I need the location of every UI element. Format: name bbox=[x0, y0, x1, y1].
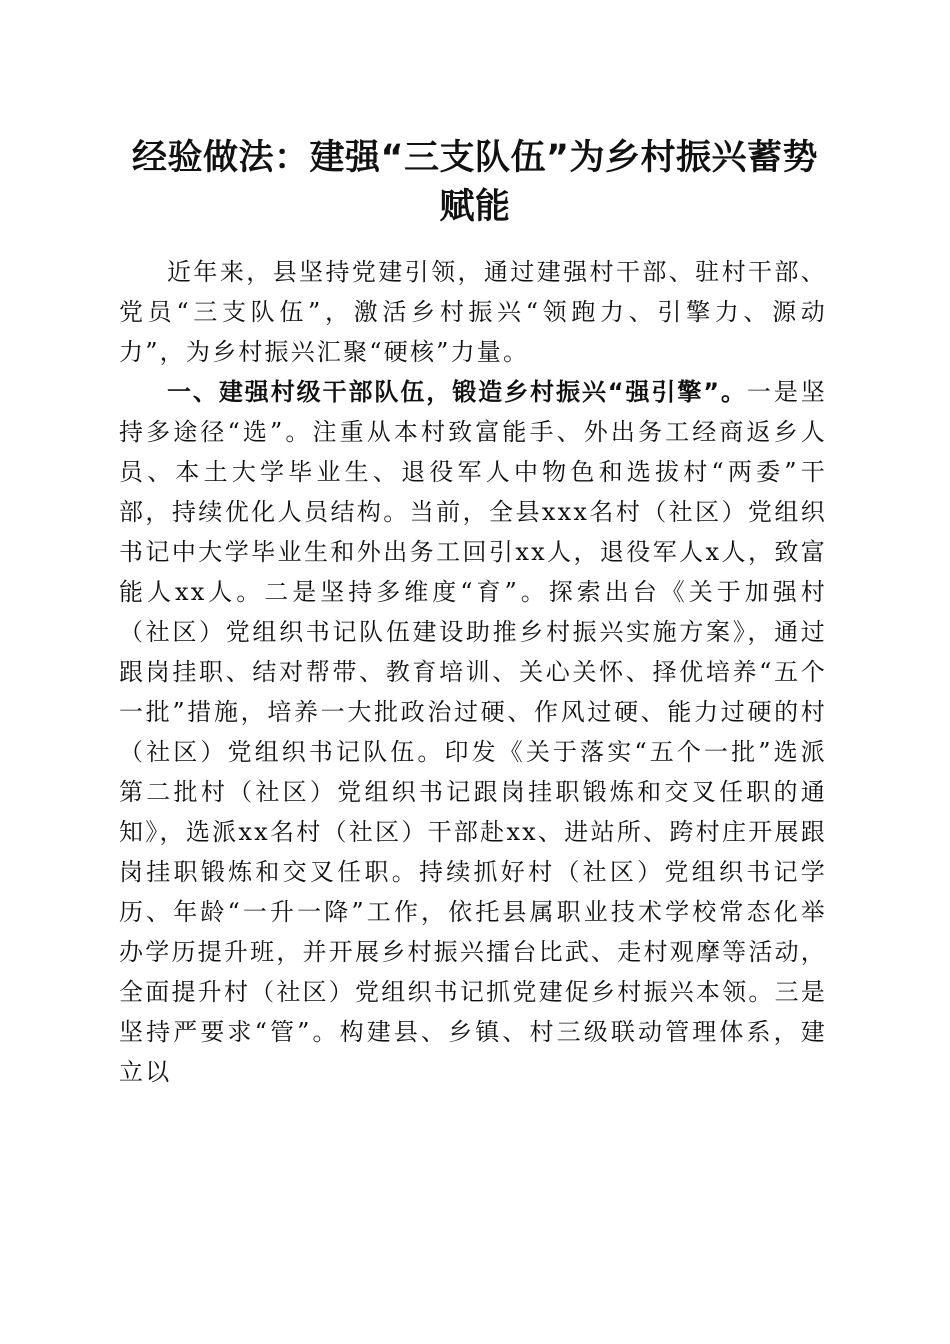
title-line-2: 赋能 bbox=[439, 187, 511, 227]
document-title bbox=[110, 134, 840, 232]
section-1-heading: 一、建强村级干部队伍，锻造乡村振兴“强引擎”。 bbox=[167, 378, 747, 406]
title-line-1: 经验做法：建强“三支队伍”为乡村振兴蓄势 bbox=[131, 138, 818, 178]
document-body bbox=[119, 252, 827, 1092]
section-1-paragraph bbox=[119, 372, 827, 1092]
section-1-body: 一是坚持多途径“选”。注重从本村致富能手、外出务工经商返乡人员、本土大学毕业生、退役军人中物色和选拔村“两委”干部，持续优化人员结构。当前，全县xxx名村（社区）党组织书记中大学毕业生和外出务工回引xx人，退役军人x人，致富能人xx人。二是坚持多维度“育”。探索出台《关于加强村（社区）党组织书记队伍建设助推乡村振兴实施方案》，通过跟岗挂职、结对帮带、教育培训、关心关怀、择优培养“五个一批”措施，培养一大批政治过硬、作风过硬、能力过硬的村（社区）党组织书记队伍。印发《关于落实“五个一批”选派第二批村（社区）党组织书记跟岗挂职锻炼和交叉任职的通知》，选派xx名村（社区）干部赴xx、进站所、跨村庄开展跟岗挂职锻炼和交叉任职。持续抓好村（社区）党组织书记学历、年龄“一升一降”工作，依托县属职业技术学校常态化举办学历提升班，并开展乡村振兴擂台比武、走村观摩等活动，全面提升村（社区）党组织书记抓党建促乡村振兴本领。三是坚持严要求“管”。构建县、乡镇、村三级联动管理体系，建立以 bbox=[119, 378, 827, 1086]
intro-paragraph: 近年来，县坚持党建引领，通过建强村干部、驻村干部、党员“三支队伍”，激活乡村振兴“领跑力、引擎力、源动力”，为乡村振兴汇聚“硬核”力量。 bbox=[119, 258, 827, 366]
